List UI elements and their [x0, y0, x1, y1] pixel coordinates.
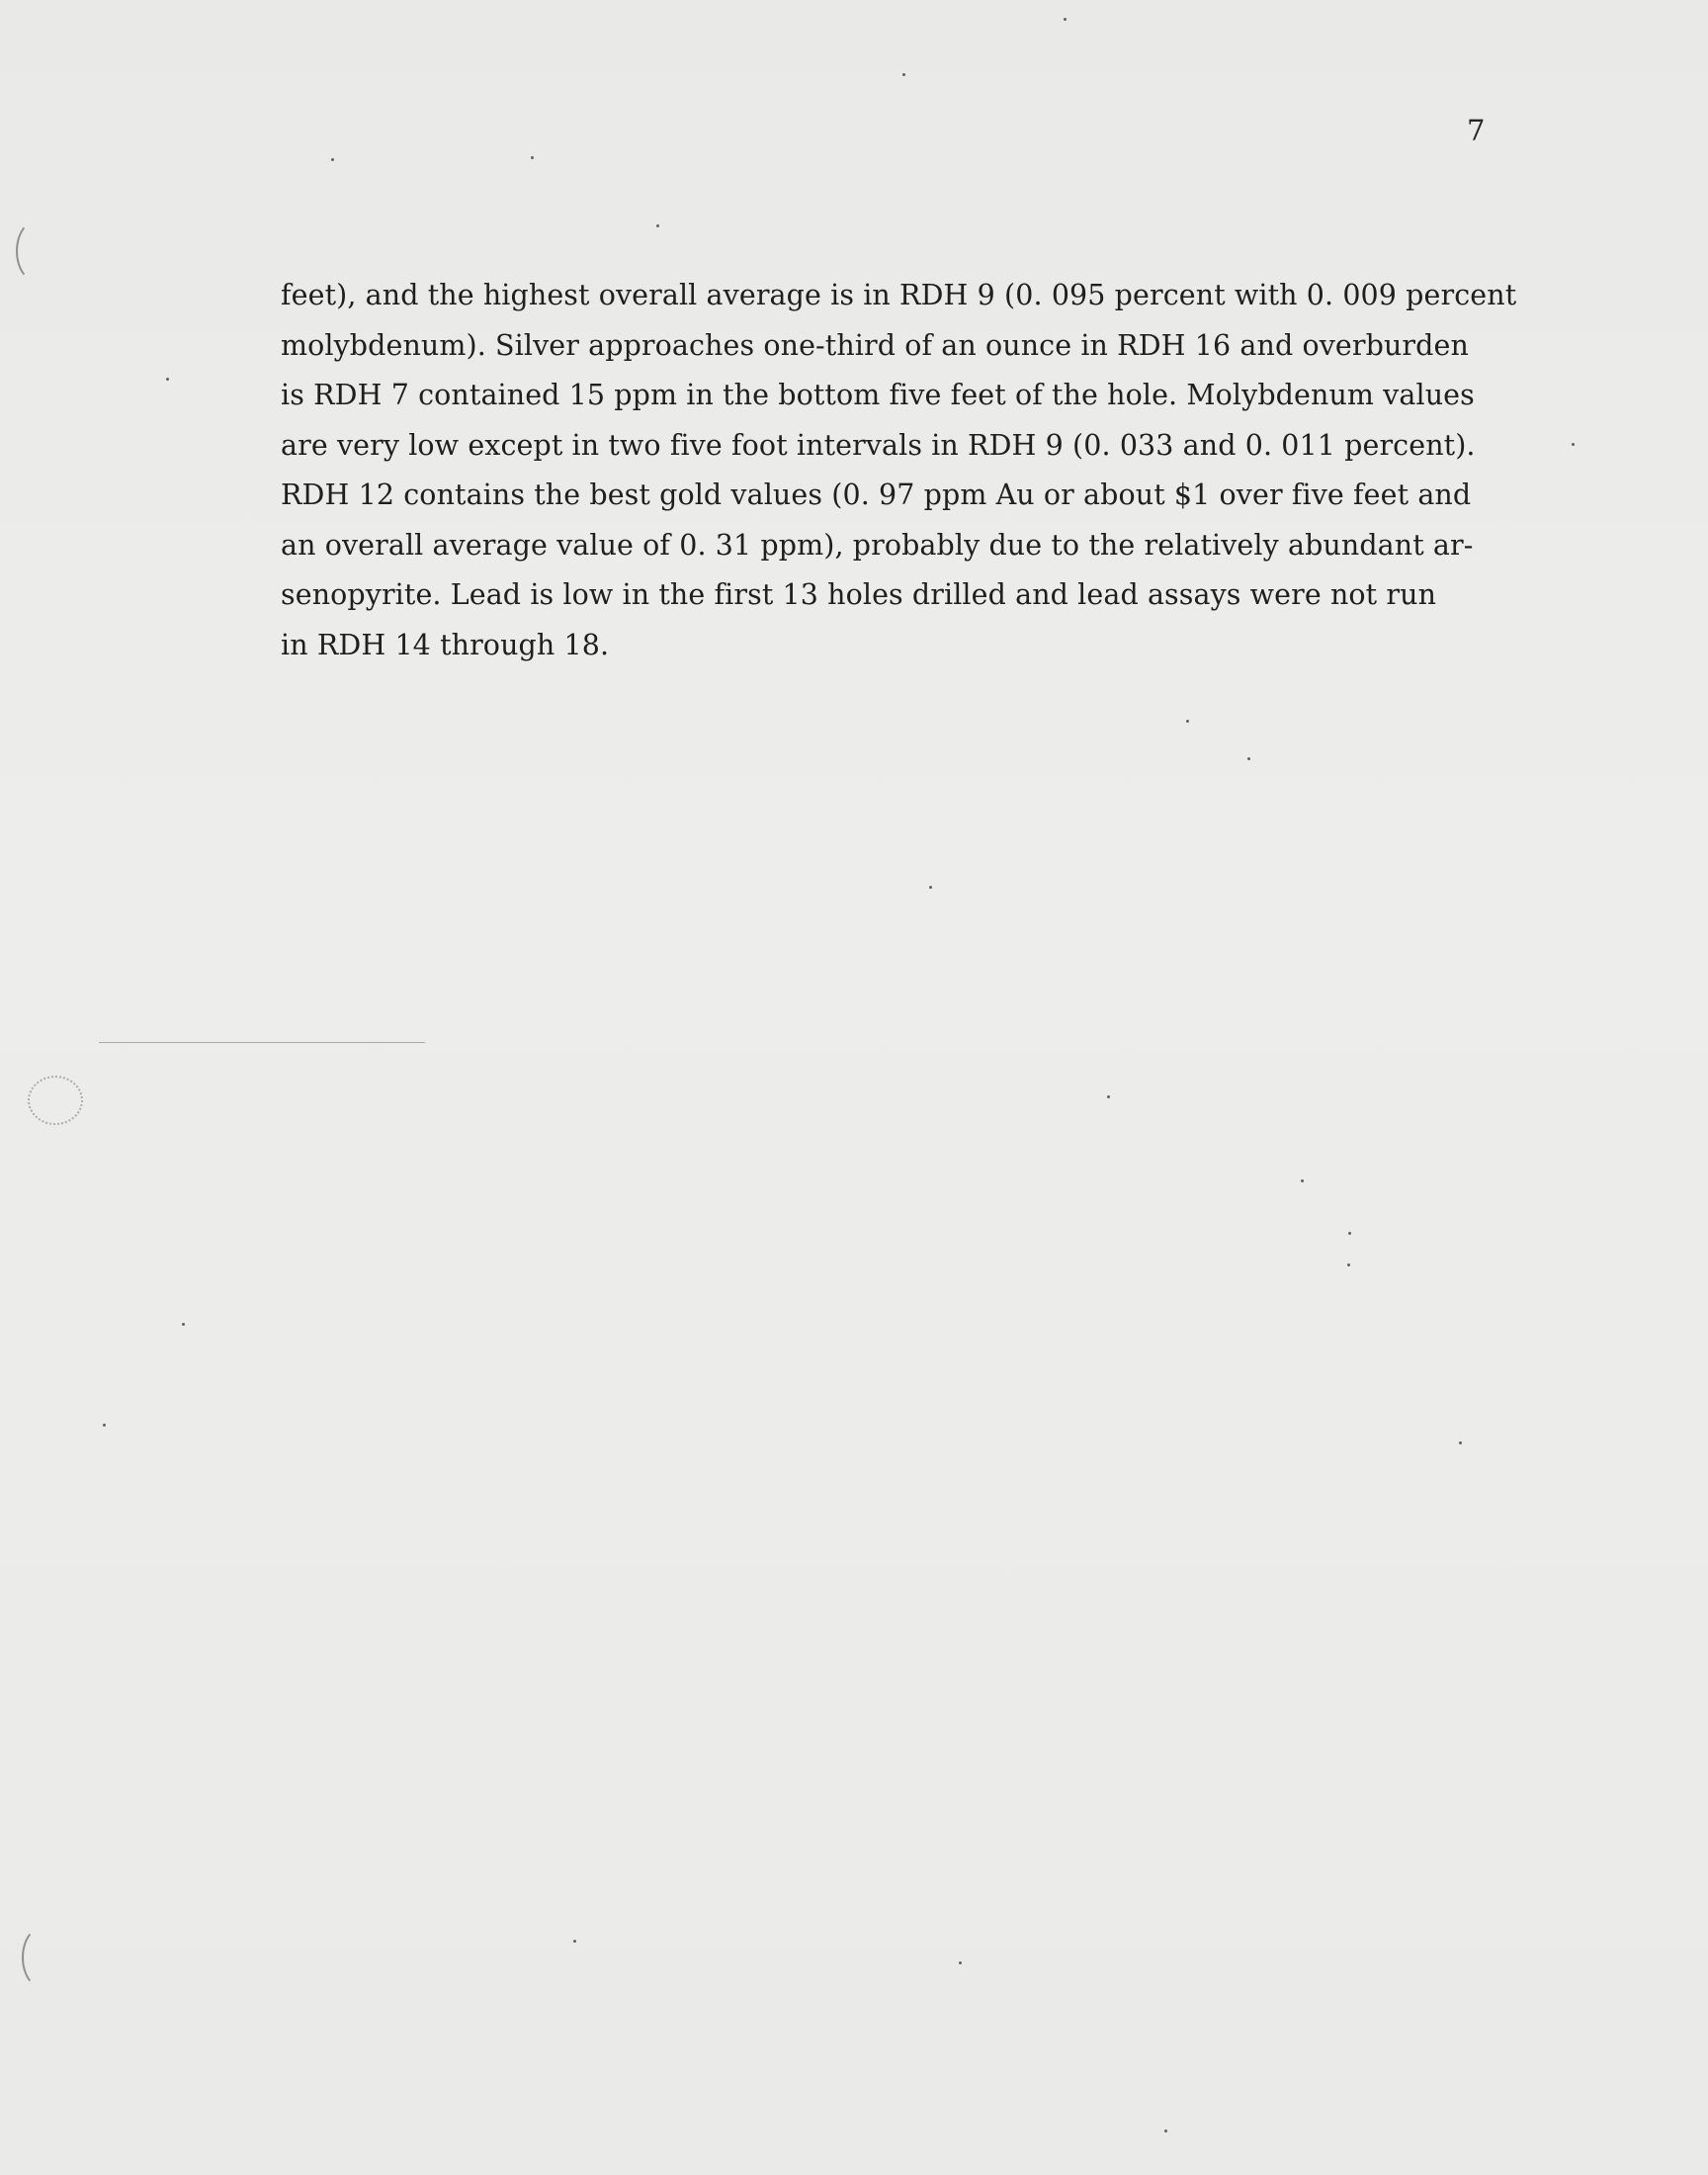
scan-speck [1164, 2130, 1167, 2132]
paragraph-line: is RDH 7 contained 15 ppm in the bottom five feet of the hole. Molybdenum values [281, 379, 1475, 411]
scan-artifact-arc [22, 1926, 65, 1989]
page-number: 7 [1467, 114, 1486, 147]
scan-speck [1107, 1095, 1110, 1098]
scan-speck [331, 158, 334, 161]
scan-speck [1347, 1263, 1350, 1266]
scan-speck [1572, 443, 1575, 446]
scan-speck [1247, 757, 1250, 760]
paragraph-line: molybdenum). Silver approaches one-third of an ounce in RDH 16 and overburden [281, 328, 1469, 362]
scan-speck [656, 224, 659, 227]
scan-speck [929, 886, 932, 889]
scan-artifact-line [99, 1042, 425, 1043]
paragraph-line: feet), and the highest overall average is in RDH 9 (0. 095 percent with 0. 009 percent [281, 279, 1517, 311]
scan-speck [103, 1424, 106, 1427]
scan-artifact-mark [28, 1076, 83, 1125]
scan-speck [531, 156, 534, 159]
scan-speck [1459, 1441, 1462, 1444]
scan-speck [1186, 720, 1189, 723]
scan-speck [1301, 1179, 1304, 1182]
scan-speck [902, 73, 905, 76]
scan-speck [166, 378, 169, 381]
scan-speck [1348, 1232, 1351, 1235]
paragraph-line: an overall average value of 0. 31 ppm), probably due to the relatively abundant ar- [281, 528, 1474, 562]
scan-speck [959, 1961, 962, 1964]
scan-speck [573, 1940, 576, 1943]
body-paragraph [281, 271, 1566, 670]
scan-speck [1064, 18, 1067, 21]
paragraph-line: senopyrite. Lead is low in the first 13 holes drilled and lead assays were not run [281, 578, 1437, 611]
paragraph-line: RDH 12 contains the best gold values (0. 97 ppm Au or about $1 over five feet and [281, 478, 1472, 511]
paragraph-line: in RDH 14 through 18. [281, 628, 610, 661]
scan-artifact-arc [16, 219, 59, 283]
paragraph-line: are very low except in two five foot intervals in RDH 9 (0. 033 and 0. 011 percent). [281, 428, 1476, 462]
scan-speck [182, 1323, 185, 1326]
